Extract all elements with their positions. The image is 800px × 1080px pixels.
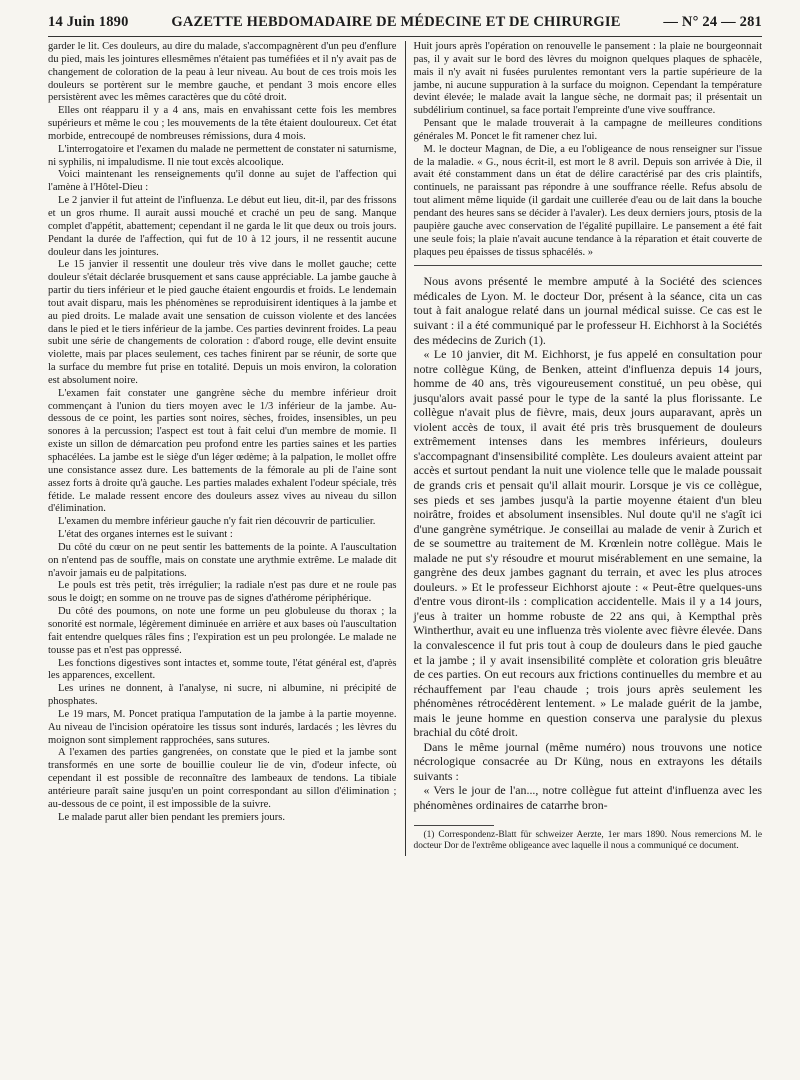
right-column <box>414 41 763 852</box>
left-column <box>48 41 397 852</box>
section-separator <box>414 265 763 266</box>
paragraph: Du côté des poumons, on note une forme un peu globuleuse du thorax ; la sonorité est normale, légèrement diminuée en arrière et aux bases où l'auscultation fait entendre quelques râles fins ; l'expiration est un peu prolongée. Le malade ne tousse pas et n'est pas oppressé. <box>48 606 397 656</box>
text-columns <box>48 41 762 852</box>
paragraph: L'examen du membre inférieur gauche n'y fait rien découvrir de particulier. <box>58 516 376 528</box>
paragraph: Le 2 janvier il fut atteint de l'influenza. Le début eut lieu, dit-il, par des frissons et un gros rhume. Il aurait aussi mouché et craché un peu de sang. Manque complet d'appétit, abattement; cependant il ne garda le lit que deux ou trois jours. Pendant la durée de l'affection, qui fut de 10 à 12 jours, il ne ressentit aucune douleur dans les jointures. <box>48 195 397 258</box>
paragraph: Le 19 mars, M. Poncet pratiqua l'amputation de la jambe à la partie moyenne. Au niveau de l'incision opératoire les tissus sont indurés, lardacés ; les lèvres du moignon sont simplement rapprochées, sans sutures. <box>48 708 397 746</box>
paragraph: L'examen fait constater une gangrène sèche du membre inférieur droit commençant à l'union du tiers moyen avec le 1/3 inférieur de la jambe. Au-dessous de ce point, les parties sont noires, sèches, froides, insensibles, un peu sonores à la percussion; l'aspect est tout à fait celui d'un membre de momie. Il existe un sillon de démarcation peu profond entre les parties saines et les parties sphacélées. La jambe est le siège d'un léger œdème; à la palpation, le mollet offre une consistance assez dure. Les battements de la fémorale au pli de l'aine sont assez forts à droite qu'à gauche. Les parties malades exhalent l'odeur spéciale, très fétide. Le malade ressent encore des douleurs assez vives au niveau du sillon d'élimination. <box>48 387 397 515</box>
paragraph: Pensant que le malade trouverait à la campagne de meilleures conditions générales M. Poncet le fit ramener chez lui. <box>413 118 762 142</box>
footnote: (1) Correspondenz-Blatt für schweizer Aerzte, 1er mars 1890. Nous remercions M. le docteur Dor de l'extrême obligeance avec laquelle il nous a communiqué ce document. <box>413 829 762 851</box>
footnote-rule <box>414 825 494 826</box>
paragraph: Huit jours après l'opération on renouvelle le pansement : la plaie ne bourgeonnait pas, il y avait sur le bord des lèvres du moignon quelques plaques de sphacèle, mais il n'y avait ni fusées purulentes remontant vers la partie supérieure de la jambe, ni aucune suppuration à la surface du moignon. Cependant la température devint élevée; le malade avait la langue sèche, ne dormait pas; il présentait un subdélirium continuel, sa face portait l'empreinte d'une vive souffrance. <box>413 41 762 117</box>
paragraph: L'interrogatoire et l'examen du malade ne permettent de constater ni saturnisme, ni syphilis, ni impaludisme. Il nie tout excès alcoolique. <box>48 143 397 168</box>
paragraph: Le pouls est très petit, très irrégulier; la radiale n'est pas dure et ne roule pas sous le doigt; en somme on ne trouve pas de signes d'athérome périphérique. <box>48 580 397 605</box>
column-divider <box>405 41 406 856</box>
issue-page-number: — N° 24 — 281 <box>663 14 762 30</box>
paragraph: « Vers le jour de l'an..., notre collègue fut atteint d'influenza avec les phénomènes ordinaires de catarrhe bron- <box>413 783 762 813</box>
paragraph: Les fonctions digestives sont intactes et, somme toute, l'état général est, d'après les apparences, excellent. <box>48 657 397 682</box>
header-date: 14 Juin 1890 <box>48 14 129 30</box>
paragraph: Voici maintenant les renseignements qu'il donne au sujet de l'affection qui l'amène à l'Hôtel-Dieu : <box>48 169 397 194</box>
paragraph: Dans le même journal (même numéro) nous trouvons une notice nécrologique consacrée au Dr Küng, nous en extrayons les détails suivants : <box>413 739 762 783</box>
paragraph: Le 15 janvier il ressentit une douleur très vive dans le mollet gauche; cette douleur s'était déclarée brusquement et sans cause appréciable. La jambe gauche à partir du tiers inférieur et le pied gauche étaient engourdis et froids. Le lendemain tout avait disparu, mais les phénomènes se reproduisirent identiques à la jambe et au pied droits. Le malade avait une sensation de cuisson violente et des lancées dans le pied et le tiers inférieur de la jambe. Ces parties devinrent froides. La peau subit une série de changements de coloration : d'abord rouge, elle devint ensuite violette, mais par places seulement, ces taches finirent par se réunir, de sorte que la surface du membre fut prise en totalité. Depuis un mois environ, la coloration est absolument noire. <box>48 259 397 386</box>
large-type-section <box>414 274 763 812</box>
paragraph: « Le 10 janvier, dit M. Eichhorst, je fus appelé en consultation pour notre collègue Küng, de Benken, atteint d'influenza depuis 14 jours, homme de 40 ans, très vigoureusement constitué, un peu obèse, qui jusqu'alors avait passé pour le type de la santé la plus florissante. Le collègue n'avait plus de fièvre, mais, deux jours auparavant, après un violent accès de toux, il avait été pris très brusquement de douleurs extrêmement intenses dans les membres inférieurs, douleurs s'accompagnant d'insensibilité complète. Les douleurs avaient atteint par accès et surtout pendant la nuit une violence telle que le malade poussait de grands cris et pensait qu'il allait mourir. Lorsque je vis ce collègue, ses pieds et ses jambes jusqu'à la partie moyenne étaient d'un bleu noirâtre, froides et absolument insensibles. Nul doute qu'il ne s'agît ici d'une gangrène symétrique. Je conseillai au malade de venir à Zurich et de se soumettre au traitement de M. Krœnlein notre collègue. Mais le malade ne put s'y résoudre et mourut misérablement en une semaine, la gangrène des deux jambes gagnant du terrain, et avec les plus atroces douleurs. » Et le professeur Eichhorst ajoute : « Peut-être quelques-uns d'entre vous diront-ils : complication accidentelle. Mais il y a 14 jours, j'eus à traiter un homme robuste de 22 ans qui, à Kempthal près Wintherthur, avait eu une influenza très violente avec fièvre élevée. Dans la convalescence il fut pris tout à coup de douleurs dans le pied gauche et la jambe ; il y avait insensibilité complète et coloration gris bleuâtre de ces parties. On eut recours aux frictions continuelles du membre et au réchauffement par l'eau chaude ; trois jours après seulement les phénomènes rétrocédèrent lentement. » Le malade guérit de la jambe, mais le jeune homme en question conserva une paralysie du plexus brachial du côté droit. <box>413 347 762 740</box>
paragraph: Elles ont réapparu il y a 4 ans, mais en envahissant cette fois les membres supérieurs et même le cou ; les mouvements de la tête étaient douloureux. Cet état morbide, entrecoupé de nombreuses rémissions, dura 4 mois. <box>48 105 397 142</box>
paragraph: Nous avons présenté le membre amputé à la Société des sciences médicales de Lyon. M. le docteur Dor, présent à la séance, cita un cas tout à fait analogue relaté dans un journal médical suisse. Ce cas est le suivant : il a été communiqué par le professeur H. Eichhorst à la Sociétés des médecins de Zurich (1). <box>413 274 762 347</box>
paragraph: Du côté du cœur on ne peut sentir les battements de la pointe. A l'auscultation on n'entend pas de souffle, mais on constate une arythmie extrême. Le malade dit n'avoir jamais eu de palpitations. <box>48 541 397 579</box>
paragraph: Les urines ne donnent, à l'analyse, ni sucre, ni albumine, ni précipité de phosphates. <box>48 683 397 708</box>
paragraph: A l'examen des parties gangrenées, on constate que le pied et la jambe sont transformés en une sorte de bouillie couleur lie de vin, d'odeur infecte, où cependant il est possible de reconnaître des lambeaux de tendons. La tibiale antérieure paraît saine jusqu'en un point correspondant au sillon d'élimination ; au-dessous de ce point, il est impossible de la suivre. <box>48 747 397 810</box>
journal-title: GAZETTE HEBDOMADAIRE DE MÉDECINE ET DE CHIRURGIE <box>171 14 621 30</box>
paragraph: L'état des organes internes est le suivant : <box>58 529 233 541</box>
running-header <box>48 10 762 37</box>
paragraph: garder le lit. Ces douleurs, au dire du malade, s'accompagnèrent d'un peu d'enflure du pied, mais les jointures ellesmêmes n'étaient pas tuméfiées et il n'y avait pas de changement de coloration de la peau à leur niveau. Au bout de ces trois mois les douleurs se portèrent sur le membre gauche, et pendant 3 mois encore elles persistèrent avec les mêmes caractères que du côté droit. <box>48 41 397 104</box>
paragraph: M. le docteur Magnan, de Die, a eu l'obligeance de nous renseigner sur l'issue de la maladie. « G., nous écrit-il, est mort le 8 avril. Depuis son arrivée à Die, il avait été constamment dans un état de délire caractérisé par des cris plaintifs, continuels, ne paraissant pas répondre à une souffrance réelle. Refus absolu de tout aliment même liquide (il gardait une cuillerée d'eau ou de lait dans la bouche pendant des heures sans se décider à l'avaler). Les deux derniers jours, ptosis de la paupière gauche avec conservation de l'égalité pupillaire. Le pansement a été fait une seule fois; la plaie n'avait aucune tendance à la réparation et était couverte de plaques peu épaisses de tissus sphacélés. » <box>413 143 762 258</box>
paragraph: Le malade parut aller bien pendant les premiers jours. <box>58 811 285 823</box>
